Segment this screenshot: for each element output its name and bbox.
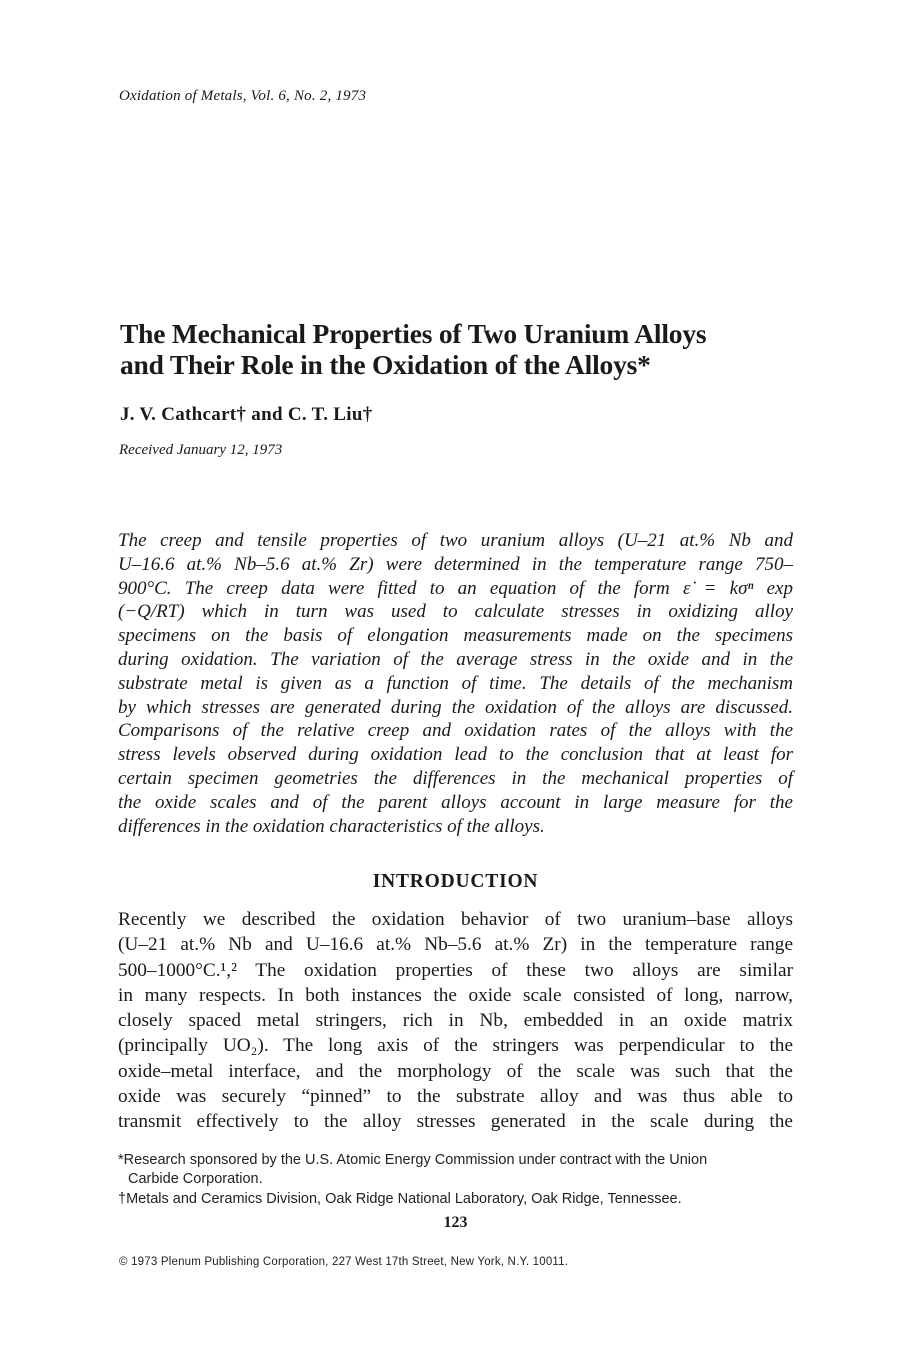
abstract-line: differences in the oxidation characteristics of the alloys. (118, 815, 545, 837)
abstract-line: substrate metal is given as a function of time. The details of the mechanism (118, 672, 793, 694)
abstract-line: Comparisons of the relative creep and oxidation rates of the alloys with the (118, 720, 793, 742)
article-title (120, 318, 800, 380)
abstract-line: U–16.6 at.% Nb–5.6 at.% Zr) were determined in the temperature range 750– (118, 553, 793, 575)
footnote-affiliation: †Metals and Ceramics Division, Oak Ridge National Laboratory, Oak Ridge, Tennessee. (118, 1191, 682, 1207)
abstract-line: the oxide scales and of the parent alloys account in large measure for the (118, 791, 793, 813)
body-line: in many respects. In both instances the oxide scale consisted of long, narrow, (118, 984, 793, 1006)
abstract-line: (−Q/RT) which in turn was used to calculate stresses in oxidizing alloy (118, 601, 793, 623)
abstract-line: certain specimen geometries the differences in the mechanical properties of (118, 767, 793, 789)
body-line: oxide–metal interface, and the morphology of the scale was such that the (118, 1060, 793, 1082)
abstract-line: specimens on the basis of elongation measurements made on the specimens (118, 625, 793, 647)
body-line: closely spaced metal stringers, rich in Nb, embedded in an oxide matrix (118, 1010, 793, 1032)
footnote-line: *Research sponsored by the U.S. Atomic Energy Commission under contract with the Union (118, 1152, 708, 1168)
body-line: transmit effectively to the alloy stresses generated in the scale during the (118, 1111, 793, 1133)
abstract-line: 900°C. The creep data were fitted to an equation of the form ε̇ = kσⁿ exp (118, 577, 793, 599)
authors: J. V. Cathcart† and C. T. Liu† (120, 404, 373, 425)
received-date: Received January 12, 1973 (119, 442, 283, 458)
journal-citation: Oxidation of Metals, Vol. 6, No. 2, 1973 (119, 88, 367, 104)
section-heading-introduction: INTRODUCTION (372, 871, 539, 892)
body-line: oxide was securely “pinned” to the substrate alloy and was thus able to (118, 1086, 793, 1108)
abstract-line: The creep and tensile properties of two uranium alloys (U–21 at.% Nb and (118, 530, 793, 551)
abstract-line: stress levels observed during oxidation lead to the conclusion that at least for (118, 744, 793, 766)
title-line: The Mechanical Properties of Two Uranium Alloys (120, 318, 707, 349)
body-line: Recently we described the oxidation behavior of two uranium–base alloys (118, 909, 793, 930)
title-line: and Their Role in the Oxidation of the Alloys* (120, 349, 651, 380)
abstract-line: by which stresses are generated during the oxidation of the alloys are discussed. (118, 696, 793, 718)
copyright-notice: © 1973 Plenum Publishing Corporation, 227 West 17th Street, New York, N.Y. 10011. (119, 1256, 569, 1268)
page-number: 123 (443, 1214, 468, 1231)
introduction-paragraph (118, 907, 793, 1135)
footnote-line: Carbide Corporation. (128, 1171, 263, 1187)
body-line: 500–1000°C.¹,² The oxidation properties of these two alloys are similar (118, 959, 793, 981)
abstract (118, 529, 793, 838)
footnote-funding (118, 1151, 794, 1189)
body-line: (U–21 at.% Nb and U–16.6 at.% Nb–5.6 at.% Zr) in the temperature range (118, 934, 793, 956)
body-line: (principally UO₂). The long axis of the stringers was perpendicular to the (118, 1035, 793, 1057)
abstract-line: during oxidation. The variation of the average stress in the oxide and in the (118, 648, 793, 670)
